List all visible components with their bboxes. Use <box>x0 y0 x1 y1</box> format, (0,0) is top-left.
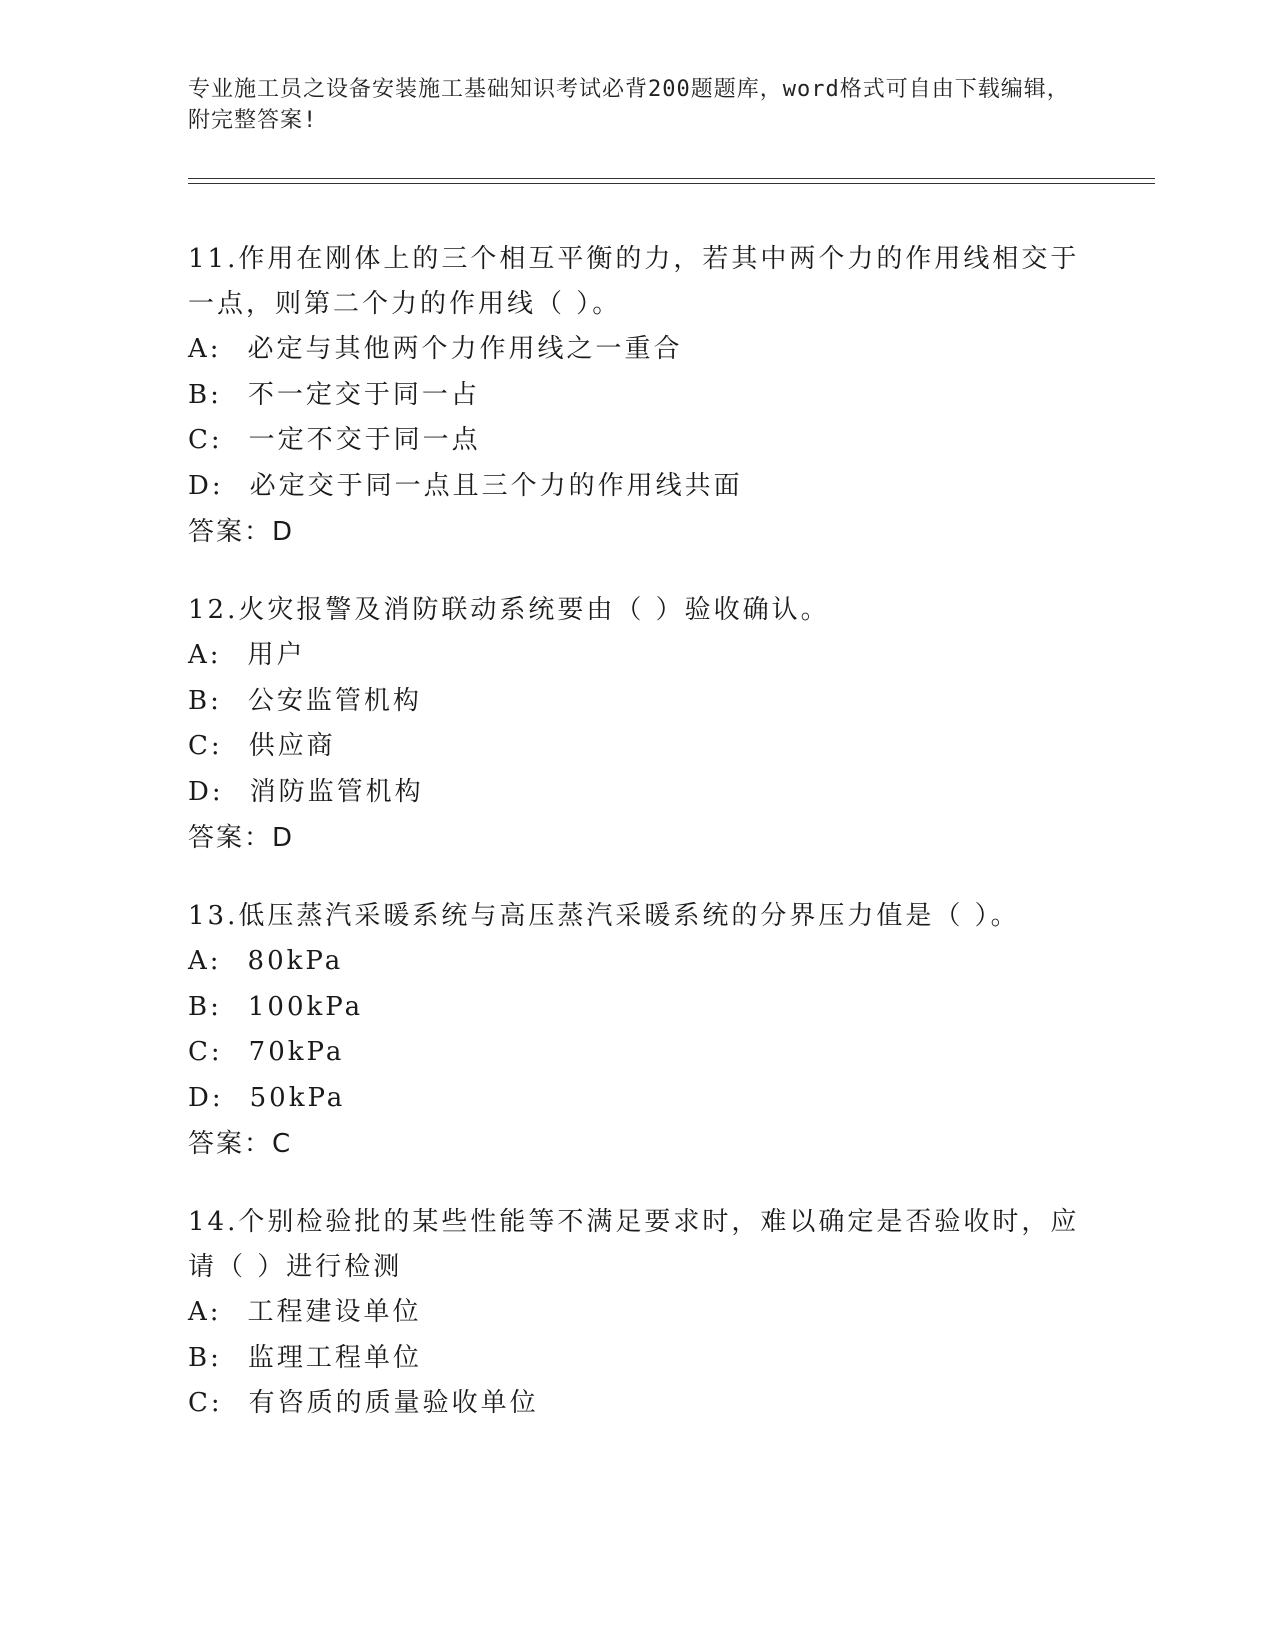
option-c <box>188 1030 1088 1076</box>
option-text: 用户 <box>247 640 306 670</box>
option-key: B: <box>188 1342 222 1373</box>
option-key: D: <box>188 1082 224 1113</box>
option-a <box>188 1290 1088 1336</box>
question-stem: 14.个别检验批的某些性能等不满足要求时，难以确定是否验收时，应请（ ）进行检测 <box>188 1207 1080 1282</box>
answer-line: 答案：C <box>188 1129 293 1159</box>
answer-line: 答案：D <box>188 517 295 547</box>
option-text: 消防监管机构 <box>249 776 424 807</box>
option-c <box>188 1381 1088 1427</box>
option-d <box>188 1076 1088 1122</box>
option-text: 一定不交于同一点 <box>248 425 481 455</box>
option-key: C: <box>188 425 223 455</box>
option-d <box>188 464 1088 510</box>
option-text: 50kPa <box>249 1082 346 1113</box>
option-key: A: <box>188 946 222 976</box>
option-a <box>188 327 1088 373</box>
question-11 <box>188 237 1088 555</box>
question-12 <box>188 588 1088 861</box>
option-text: 不一定交于同一占 <box>247 379 480 410</box>
answer-line: 答案：D <box>188 823 295 853</box>
question-stem: 11.作用在刚体上的三个相互平衡的力，若其中两个力的作用线相交于一点，则第二个力的作用线（ ）。 <box>188 244 1080 319</box>
option-key: D: <box>188 776 224 807</box>
option-key: B: <box>188 991 222 1022</box>
option-a <box>188 633 1088 679</box>
option-key: B: <box>188 685 222 716</box>
option-key: A: <box>188 640 222 670</box>
question-list <box>188 237 1088 1460</box>
option-text: 供应商 <box>248 731 336 761</box>
question-stem: 12.火灾报警及消防联动系统要由（ ）验收确认。 <box>188 595 830 625</box>
option-key: C: <box>188 731 223 761</box>
option-text: 工程建设单位 <box>247 1297 422 1327</box>
option-text: 100kPa <box>247 991 364 1022</box>
option-text: 80kPa <box>247 946 344 976</box>
option-key: D: <box>188 470 224 501</box>
document-header: 专业施工员之设备安装施工基础知识考试必背200题题库，word格式可自由下载编辑，附完整答案! <box>188 77 1070 133</box>
option-text: 公安监管机构 <box>247 685 422 716</box>
header-divider-bottom <box>188 183 1155 184</box>
question-stem: 13.低压蒸汽采暖系统与高压蒸汽采暖系统的分界压力值是（ ）。 <box>188 901 1020 931</box>
option-a <box>188 939 1088 985</box>
option-b <box>188 373 1088 419</box>
option-c <box>188 418 1088 464</box>
option-c <box>188 724 1088 770</box>
option-text: 监理工程单位 <box>247 1342 422 1373</box>
option-key: A: <box>188 1297 222 1327</box>
option-d <box>188 770 1088 816</box>
option-b <box>188 679 1088 725</box>
option-text: 有咨质的质量验收单位 <box>248 1388 539 1418</box>
question-13 <box>188 894 1088 1167</box>
option-key: C: <box>188 1388 223 1418</box>
header-divider-top <box>188 178 1155 179</box>
option-text: 必定交于同一点且三个力的作用线共面 <box>249 470 743 501</box>
option-key: B: <box>188 379 222 410</box>
option-b <box>188 985 1088 1031</box>
option-key: C: <box>188 1037 223 1067</box>
option-text: 必定与其他两个力作用线之一重合 <box>247 334 683 364</box>
option-key: A: <box>188 334 222 364</box>
question-14 <box>188 1200 1088 1427</box>
option-text: 70kPa <box>248 1037 345 1067</box>
option-b <box>188 1336 1088 1382</box>
